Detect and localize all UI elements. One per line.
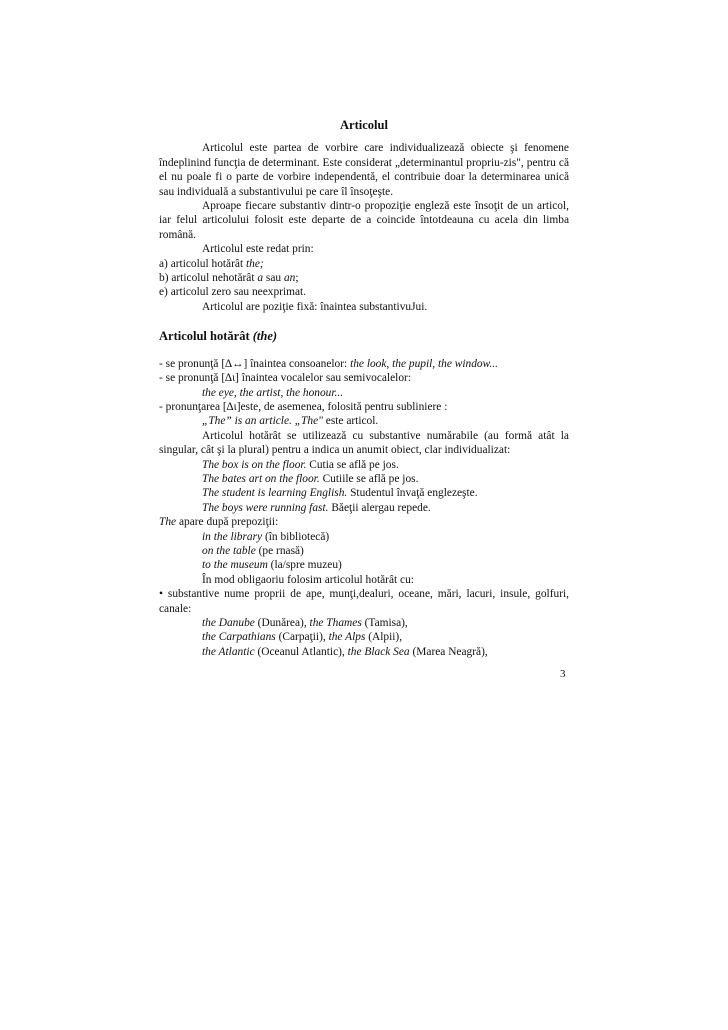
example-line: The box is on the floor. Cutia se află pe jos. — [202, 458, 399, 471]
preposition-example: on the table (pe rnasă) — [202, 544, 304, 557]
preposition-example: to the museum (la/spre muzeu) — [202, 559, 342, 572]
proper-names-line: the Carpathians (Carpaţii), the Alps (Alpii), — [202, 631, 403, 644]
intro-paragraph-3: Articolul este redat prin: — [202, 243, 314, 256]
prepositions-intro: The apare după prepoziţii: — [159, 516, 279, 529]
preposition-example: in the library (în bibliotecă) — [202, 530, 330, 543]
pronunciation-2: - se pronunţă [∆ι] înaintea vocalelor sau semivocalelor: — [159, 372, 411, 385]
pronunciation-1: - se pronunţă [∆↔] înaintea consoanelor: the look, the pupil, the window... — [159, 357, 498, 370]
pronunciation-2-examples: the eye, the artist, the honour... — [202, 386, 344, 399]
proper-names-line: the Atlantic (Oceanul Atlantic), the Black Sea (Marea Neagră), — [202, 645, 488, 658]
intro-paragraph-2: Aproape fiecare substantiv dintr-o propoziţie engleză este însoţit de un articol, iar felul articolului folosit este departe de a coincide întotdeauna cu acela din limba română. — [159, 200, 569, 241]
list-item-a: a) articolul hotărât the; — [159, 257, 264, 270]
usage-paragraph: Articolul hotărât se utilizează cu substantive numărabile (au formă atât la singular, cât şi la plural) pentru a indica un anumit obiect, clar individualizat: — [159, 429, 569, 457]
page-number: 3 — [560, 668, 566, 680]
proper-names-line: the Danube (Dunărea), the Thames (Tamisa), — [202, 617, 408, 629]
intro-paragraph-4: Articolul are poziţie fixă: înaintea substantivuJui. — [202, 300, 428, 313]
list-item-b: b) articolul nehotărât a sau an; — [159, 272, 299, 285]
intro-paragraph-1: Articolul este partea de vorbire care individualizează obiecte şi fenomene îndeplinind funcţia de determinant. Este considerat „determinantul propriu-zis", pentru că el nu poale fi o parte de vorbire independentă, el contribuie doar la determinarea unică sau individuală a substantivului pe care îl însoţeşte. — [159, 142, 569, 198]
example-line: The bates art on the floor. Cutiile se află pe jos. — [202, 472, 419, 485]
document-page — [159, 118, 569, 659]
example-line: The boys were running fast. Băeţii alergau repede. — [202, 501, 431, 514]
example-line: The student is learning English. Studentul învaţă englezeşte. — [202, 487, 478, 500]
section-heading: Articolul hotărât (the) — [159, 329, 278, 344]
page-title: Articolul — [340, 118, 388, 132]
pronunciation-3-example: „The” is an article. „The" este articol. — [202, 415, 379, 428]
list-item-c: e) articolul zero sau neexprimat. — [159, 286, 307, 299]
mandatory-use: În mod obligaoriu folosim articolul hotărât cu: — [202, 573, 414, 586]
pronunciation-3: - pronunţarea [∆ι]este, de asemenea, folosită pentru subliniere : — [159, 400, 448, 413]
bullet-item: • substantive nume proprii de ape, munţi,dealuri, oceane, mări, lacuri, insule, golfuri, canale: — [159, 588, 569, 615]
